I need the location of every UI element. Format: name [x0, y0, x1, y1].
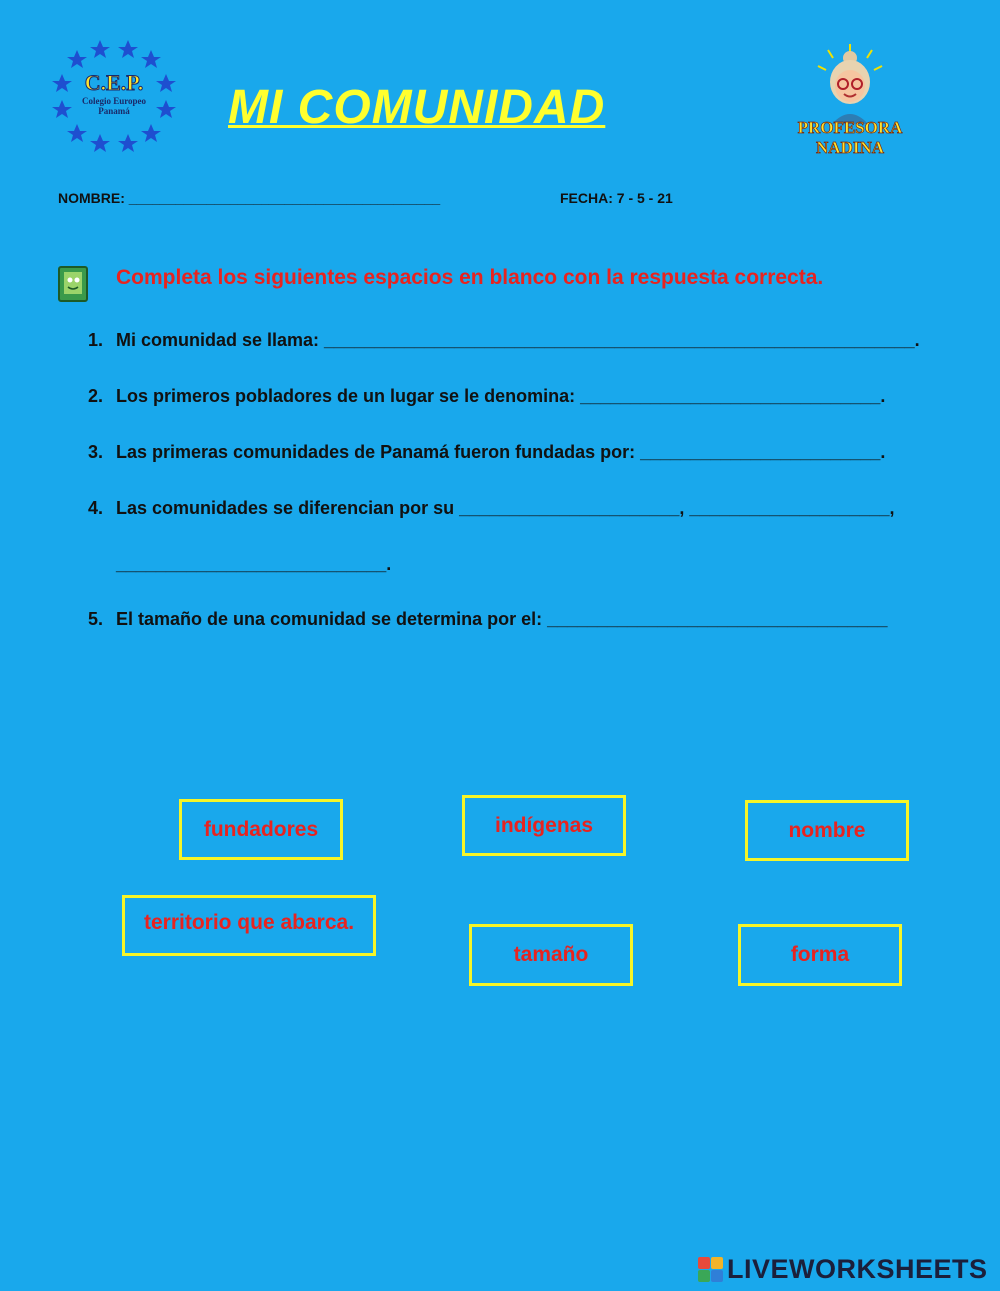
question-4-continued[interactable]	[88, 554, 391, 575]
question-text: Los primeros pobladores de un lugar se le denomina: ______________________________.	[116, 386, 886, 406]
question-text: El tamaño de una comunidad se determina por el: __________________________________	[116, 609, 888, 629]
school-logo-subtitle: Colegio Europeo	[81, 96, 147, 106]
brand-text: LIVEWORKSHEETS	[727, 1253, 988, 1284]
name-field[interactable]: NOMBRE: ________________________________________	[58, 190, 441, 206]
question-number: 4.	[88, 498, 104, 518]
school-logo-country: Panamá	[98, 106, 130, 116]
question-3[interactable]	[88, 442, 885, 463]
teacher-logo-text	[780, 118, 920, 158]
teacher-avatar-icon	[780, 42, 920, 124]
school-logo	[50, 36, 178, 156]
book-icon	[58, 265, 88, 303]
question-5[interactable]	[88, 609, 887, 630]
answer-card-territorio[interactable]: territorio que abarca.	[122, 895, 376, 956]
instruction-text: Completa los siguientes espacios en blanco con la respuesta correcta.	[116, 266, 824, 289]
answer-card-tamano[interactable]: tamaño	[469, 924, 633, 986]
teacher-logo-line2: NADINA	[816, 138, 884, 157]
question-1[interactable]	[88, 330, 920, 351]
liveworksheets-brand	[698, 1254, 988, 1284]
question-number: 1.	[88, 330, 104, 350]
question-number: 3.	[88, 442, 104, 462]
question-4[interactable]	[88, 498, 895, 519]
answer-card-indigenas[interactable]: indígenas	[462, 795, 626, 856]
question-2[interactable]	[88, 386, 885, 407]
question-text: Las comunidades se diferencian por su ______________________, ____________________,	[116, 498, 895, 518]
liveworksheets-logo-icon	[698, 1257, 723, 1282]
question-text: ___________________________.	[116, 554, 392, 574]
question-text: Las primeras comunidades de Panamá fueron fundadas por: ________________________.	[116, 442, 886, 462]
date-label: FECHA: 7 - 5 - 21	[560, 190, 673, 206]
teacher-logo	[780, 42, 920, 172]
school-logo-text	[72, 70, 156, 116]
answer-card-fundadores[interactable]: fundadores	[179, 799, 343, 860]
school-logo-name: C.E.P.	[84, 70, 144, 95]
page-title: MI COMUNIDAD	[228, 81, 606, 134]
answer-card-nombre[interactable]: nombre	[745, 800, 909, 861]
question-number: 5.	[88, 609, 104, 629]
question-text: Mi comunidad se llama: ___________________________________________________________.	[116, 330, 920, 350]
answer-card-forma[interactable]: forma	[738, 924, 902, 986]
question-number: 2.	[88, 386, 104, 406]
teacher-logo-line1: PROFESORA	[797, 118, 903, 137]
